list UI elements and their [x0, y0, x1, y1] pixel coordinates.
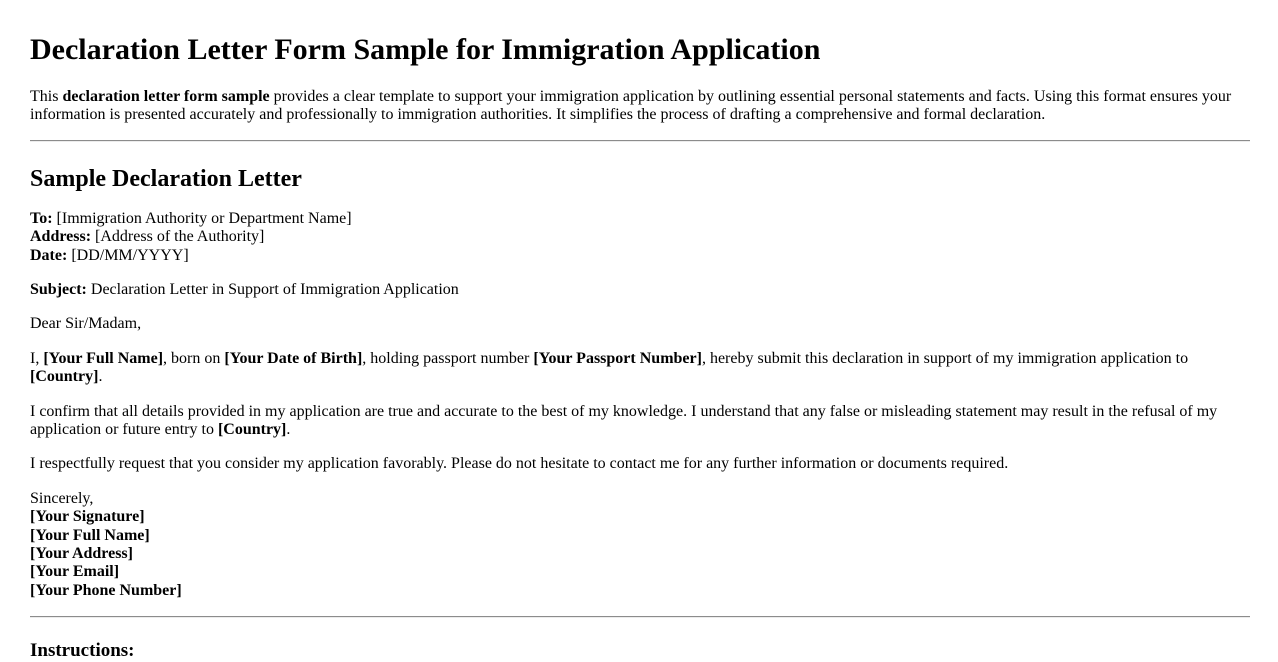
intro-text-2: provides a clear template to support your immigration application by outlining essential personal statements and facts. Using this format ensures your information is presented accurately and professionally to immigration authorities. It simplifies the process of drafting a comprehensive and formal declaration. — [30, 87, 1232, 123]
letter-salutation: Dear Sir/Madam, — [30, 315, 142, 333]
to-label: To: — [30, 209, 53, 227]
subject-label: Subject: — [30, 281, 87, 299]
letter-address-line — [30, 228, 264, 245]
letter-signature-block — [30, 490, 1250, 600]
p1-text-4: , hereby submit this declaration in support of my immigration application to — [701, 349, 1189, 367]
intro-paragraph — [30, 88, 1250, 125]
p1-text-2: , born on — [163, 349, 225, 367]
instructions-heading: Instructions: — [30, 640, 135, 662]
letter-to-line — [30, 210, 352, 227]
p1-text-5: . — [98, 368, 103, 386]
page-title: Declaration Letter Form Sample for Immigration Application — [30, 33, 821, 66]
section-divider-bottom — [30, 616, 1250, 618]
p2-text-1: I confirm that all details provided in my application are true and accurate to the best of my knowledge. I understand that any false or misleading statement may result in the refusal of my application or future entry to — [30, 402, 1218, 438]
letter-header-block — [30, 210, 1250, 265]
subject-value: Declaration Letter in Support of Immigration Application — [86, 281, 459, 299]
signature-line-email: [Your Email] — [30, 563, 120, 581]
signature-line-signature: [Your Signature] — [30, 508, 145, 526]
intro-text-1: This — [30, 87, 63, 105]
address-label: Address: — [30, 228, 92, 246]
p1-placeholder-country: [Country] — [30, 368, 99, 386]
p1-placeholder-dob: [Your Date of Birth] — [224, 349, 363, 367]
intro-bold-phrase: declaration letter form sample — [62, 87, 270, 105]
signature-line-phone: [Your Phone Number] — [30, 581, 182, 599]
to-value: [Immigration Authority or Department Name] — [52, 209, 352, 227]
signature-line-full-name: [Your Full Name] — [30, 526, 150, 544]
p2-text-2: . — [286, 421, 291, 438]
section-divider-top — [30, 140, 1250, 142]
p1-text-1: I, — [30, 349, 44, 367]
letter-paragraph-1 — [30, 350, 1250, 387]
signature-line-address: [Your Address] — [30, 544, 133, 562]
letter-date-line — [30, 247, 189, 264]
letter-paragraph-2 — [30, 403, 1250, 440]
address-value: [Address of the Authority] — [91, 228, 265, 246]
date-label: Date: — [30, 246, 68, 264]
letter-paragraph-3: I respectfully request that you consider my application favorably. Please do not hesitate to contact me for any further information or documents required. — [30, 455, 1009, 473]
p1-placeholder-full-name: [Your Full Name] — [43, 349, 164, 367]
p2-placeholder-country: [Country] — [217, 421, 287, 438]
letter-subject-line — [30, 281, 1250, 299]
sample-letter-heading: Sample Declaration Letter — [30, 166, 302, 193]
date-value: [DD/MM/YYYY] — [67, 246, 189, 264]
letter-closing: Sincerely, — [30, 489, 94, 507]
p1-text-3: , holding passport number — [362, 349, 534, 367]
p1-placeholder-passport: [Your Passport Number] — [533, 349, 702, 367]
